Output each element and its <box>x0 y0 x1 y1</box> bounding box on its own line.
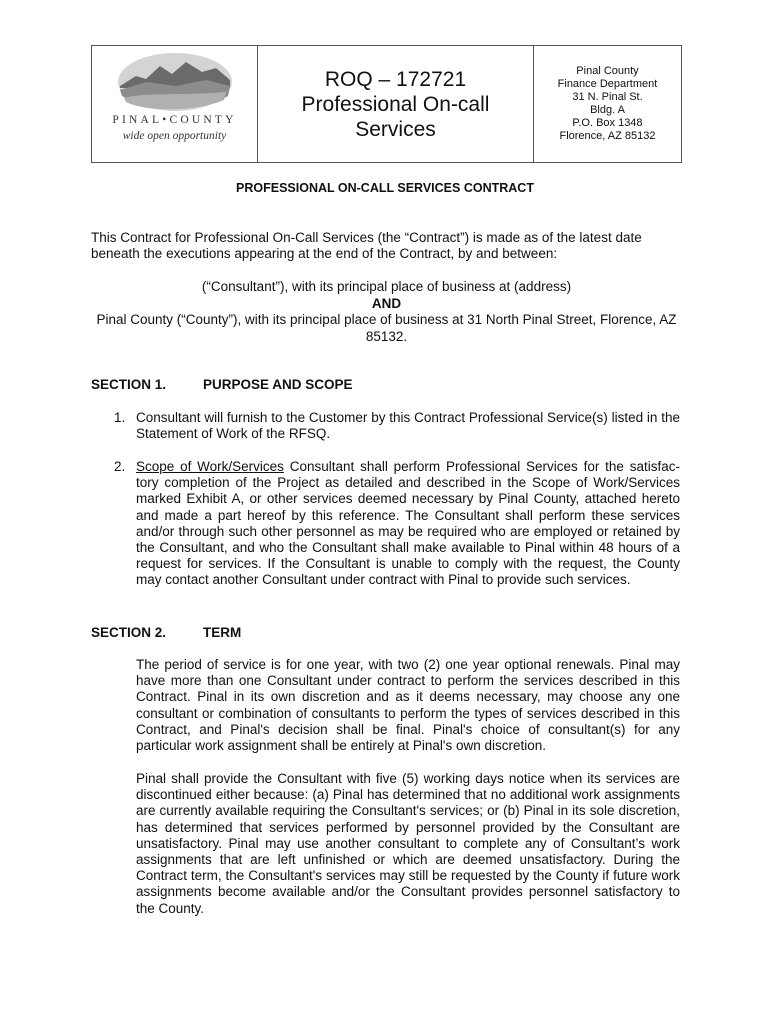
header-title-cell <box>258 46 534 162</box>
address-line: 31 N. Pinal St. <box>572 91 643 103</box>
logo-cell <box>92 46 258 162</box>
address-line: Pinal County <box>576 65 639 77</box>
section-2-heading <box>91 625 241 640</box>
title-line-3: Services <box>355 117 436 141</box>
logo-tagline: wide open opportunity <box>122 130 227 142</box>
logo-name: PINAL•COUNTY <box>112 114 237 126</box>
pinal-county-logo-icon <box>116 52 234 112</box>
county-party: Pinal County (“County”), with its principal place of business at 31 North Pinal Street, Florence, AZ 85132. <box>96 312 677 344</box>
address-line: Bldg. A <box>590 104 625 116</box>
scope-of-work-text: Consultant shall perform Professional Services for the satisfac-tory completion of the Project as detailed and described in the Scope of Work/Services marked Exhibit A, or other services deemed necessary by Pinal County, attached hereto and made a part hereof by this reference. The Consultant shall perform these services and/or through such other personnel as may be required who are employed or retained by the Consultant, and who the Consultant shall make available to Pinal within 48 hours of a request for services. If the Consultant is unable to comply with the request, the County may contact another Consultant under contract with Pinal to provide such services. <box>136 459 680 588</box>
address-line: Florence, AZ 85132 <box>559 130 656 142</box>
list-item-text: Consultant will furnish to the Customer by this Contract Professional Service(s) listed in the Statement of Work of the RFSQ. <box>136 410 680 442</box>
list-item <box>114 459 680 589</box>
list-item-number: 1. <box>114 410 126 425</box>
term-paragraph-2: Pinal shall provide the Consultant with five (5) working days notice when its services are discontinued either because: (a) Pinal has determined that no additional work assignments are currently available requiring the Consultant's services; or (b) Pinal in its sole discretion, has determined that services performed by personnel provided by the Consultant are unsatisfactory. Pinal may use another consultant to complete any of Consultant’s work assignments that are left unfinished or which are deemed unsatisfactory. During the Contract term, the Consultant's services may still be requested by the County if future work assignments become available and/or the Consultant provides personnel satisfactory to the County. <box>136 771 680 916</box>
section-1-title: PURPOSE AND SCOPE <box>203 377 353 392</box>
list-item-text <box>136 459 680 589</box>
address-line: Finance Department <box>557 78 658 90</box>
list-item <box>114 410 680 442</box>
section-1-number: SECTION 1. <box>91 377 167 392</box>
scope-of-work-heading: Scope of Work/Services <box>136 459 284 474</box>
and-label: AND <box>371 295 402 311</box>
header-table <box>91 45 682 163</box>
section-1-heading <box>91 377 353 392</box>
parties-block <box>91 279 682 345</box>
section-2-title: TERM <box>203 625 242 640</box>
document-title: PROFESSIONAL ON-CALL SERVICES CONTRACT <box>236 181 534 195</box>
list-item-number: 2. <box>114 459 126 474</box>
address-line: P.O. Box 1348 <box>572 117 643 129</box>
title-line-2: Professional On-call <box>301 92 490 116</box>
rfq-number: ROQ – 172721 <box>324 67 467 91</box>
consultant-party: (“Consultant”), with its principal place of business at (address) <box>201 279 572 294</box>
intro-paragraph: This Contract for Professional On-Call Services (the “Contract”) is made as of the latest date beneath the executions appearing at the end of the Contract, by and between: <box>91 230 642 261</box>
address-cell <box>534 46 681 162</box>
section-2-number: SECTION 2. <box>91 625 167 640</box>
term-paragraph-1: The period of service is for one year, with two (2) one year optional renewals. Pinal may have more than one Consultant under contract to perform the services described in this Contract. Pinal in its own discretion and as it deems necessary, may choose any one consultant or combination of consultants to perform the types of services described in this Contract, and Pinal's decision shall be final. Pinal's choice of consultant(s) for any particular work assignment shall be entirely at Pinal's own discretion. <box>136 657 680 754</box>
